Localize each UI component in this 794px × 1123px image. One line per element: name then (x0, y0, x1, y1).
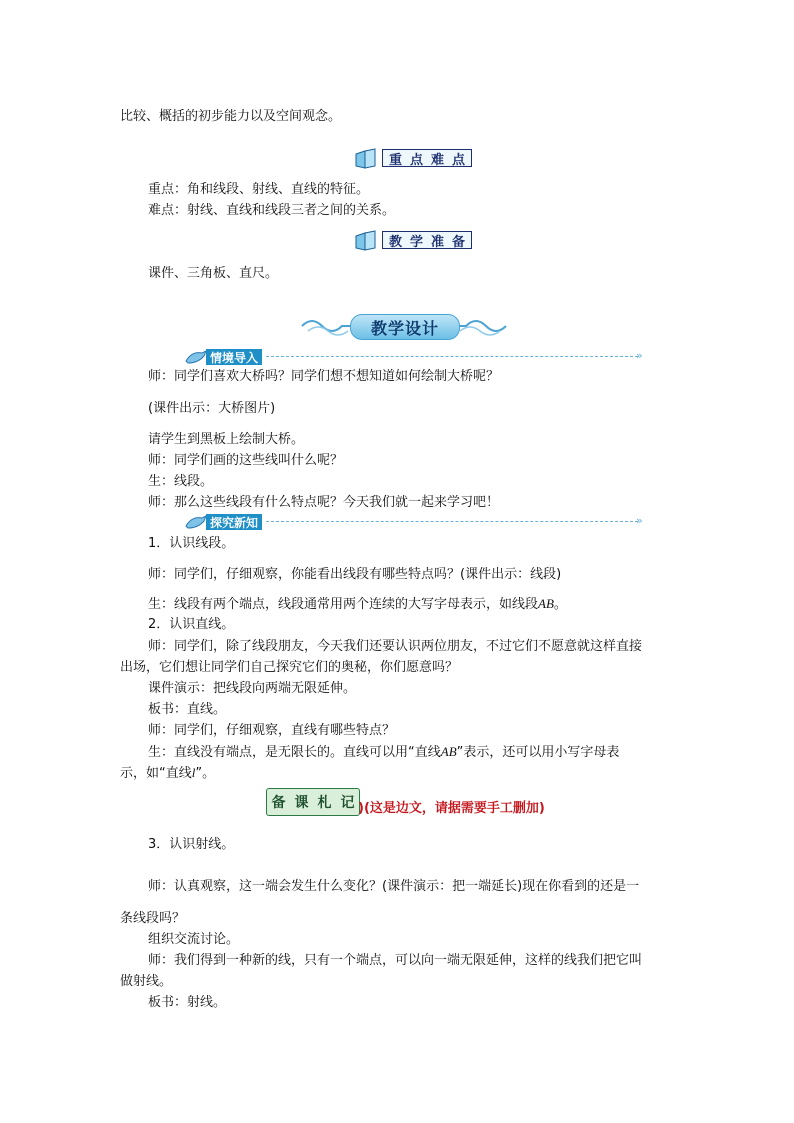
arrow-icon: » (636, 349, 643, 362)
arrow-icon: » (636, 514, 643, 527)
text-line: 3．认识射线。 (148, 837, 235, 852)
prep-title: 教 学 准 备 (382, 231, 472, 249)
text-line: (课件出示：大桥图片) (148, 401, 276, 416)
intro-line: 比较、概括的初步能力以及空间观念。 (120, 109, 342, 124)
text-line: 请学生到黑板上绘制大桥。 (148, 432, 305, 447)
text-line: 板书：射线。 (148, 995, 227, 1010)
text-line: 1．认识线段。 (148, 536, 235, 551)
key-point-line: 重点：角和线段、射线、直线的特征。 (148, 182, 370, 197)
text-line: 师：我们得到一种新的线，只有一个端点，可以向一端无限延伸，这样的线我们把它叫 (148, 953, 643, 968)
text-line: 出场，它们想让同学们自己探究它们的奥秘，你们愿意吗？ (120, 660, 459, 675)
text-line: 师：同学们喜欢大桥吗？同学们想不想知道如何绘制大桥呢？ (148, 369, 500, 384)
teaching-design-banner (300, 311, 508, 341)
prep-line: 课件、三角板、直尺。 (148, 266, 279, 281)
text-line: 生：线段有两个端点，线段通常用两个连续的大写字母表示，如线段AB。 (148, 596, 567, 612)
text-line: 组织交流讨论。 (148, 932, 240, 947)
text-line: 师：那么这些线段有什么特点呢？今天我们就一起来学习吧！ (148, 495, 500, 510)
bird-icon (184, 347, 208, 367)
text-line: 做射线。 (120, 974, 173, 989)
bird-icon (184, 512, 208, 532)
difficulty-line: 难点：射线、直线和线段三者之间的关系。 (148, 203, 396, 218)
book-icon (354, 148, 378, 170)
text-line: 师：同学们，仔细观察，直线有哪些特点？ (148, 723, 396, 738)
book-icon (354, 230, 378, 252)
text-line: 条线段吗？ (120, 911, 186, 926)
text-line: 2．认识直线。 (148, 617, 235, 632)
text-line: 师：同学们画的这些线叫什么呢？ (148, 453, 344, 468)
text-line: 生：直线没有端点，是无限长的。直线可以用“直线AB”表示，还可以用小写字母表 (148, 744, 620, 760)
lesson-notes-title: 备 课 札 记 (266, 788, 360, 816)
banner-title: 教学设计 (350, 314, 460, 340)
text-line: 师：认真观察，这一端会发生什么变化？(课件演示：把一端延长)现在你看到的还是一 (148, 879, 640, 894)
text-line: 示，如“直线l”。 (120, 765, 216, 781)
text-line: 师：同学们，除了线段朋友，今天我们还要认识两位朋友，不过它们不愿意就这样直接 (148, 639, 643, 654)
key-points-title: 重 点 难 点 (382, 149, 472, 167)
text-line: 板书：直线。 (148, 702, 227, 717)
text-line: 生：线段。 (148, 474, 214, 489)
text-line: 师：同学们，仔细观察，你能看出线段有哪些特点吗？(课件出示：线段) (148, 567, 562, 582)
text-line: 课件演示：把线段向两端无限延伸。 (148, 681, 357, 696)
side-note: )(这是边文，请据需要手工删加) (358, 801, 545, 816)
